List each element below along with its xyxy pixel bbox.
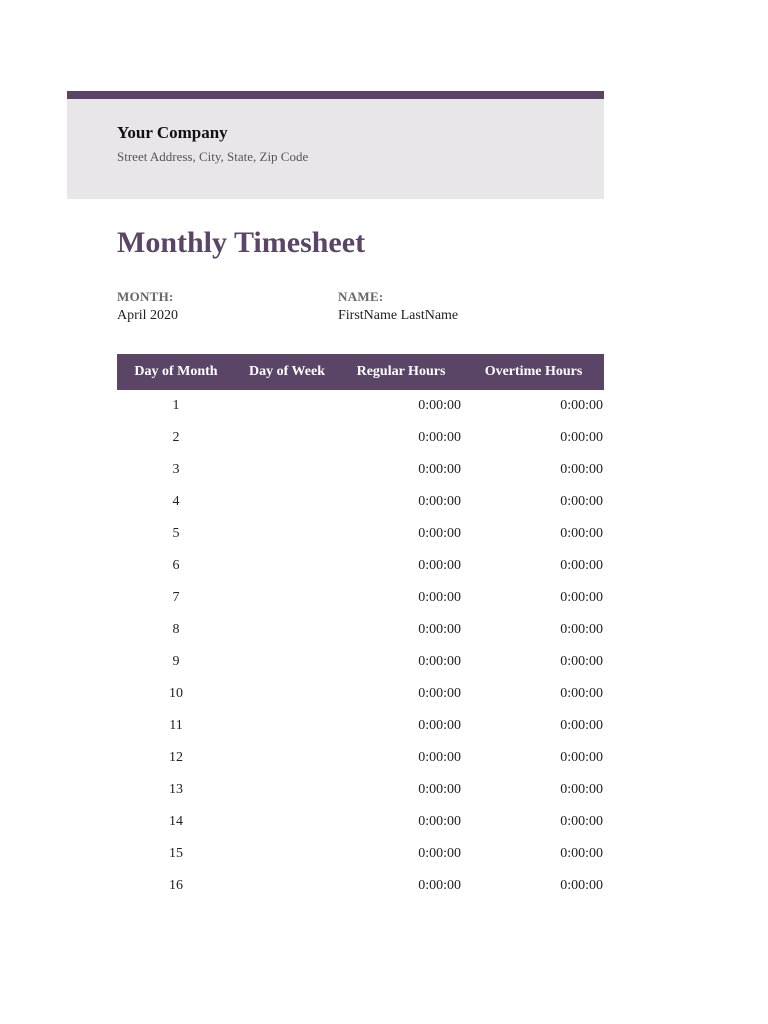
day-of-month-cell: 10 xyxy=(169,686,183,701)
day-of-week-cell xyxy=(235,582,339,614)
day-of-week-cell xyxy=(235,774,339,806)
regular-hours-cell: 0:00:00 xyxy=(418,526,461,541)
overtime-hours-cell: 0:00:00 xyxy=(560,622,603,637)
regular-hours-cell: 0:00:00 xyxy=(418,814,461,829)
company-address: Street Address, City, State, Zip Code xyxy=(117,149,309,164)
page-title: Monthly Timesheet xyxy=(117,226,366,259)
overtime-hours-cell: 0:00:00 xyxy=(560,846,603,861)
day-of-month-cell: 12 xyxy=(169,750,183,765)
table-row xyxy=(117,422,604,454)
overtime-hours-cell: 0:00:00 xyxy=(560,590,603,605)
column-header-regular-hours: Regular Hours xyxy=(339,354,463,390)
regular-hours-cell: 0:00:00 xyxy=(418,750,461,765)
day-of-week-cell xyxy=(235,646,339,678)
company-name: Your Company xyxy=(117,123,228,142)
day-of-month-cell: 6 xyxy=(172,558,180,573)
day-of-week-cell xyxy=(235,806,339,838)
day-of-week-cell xyxy=(235,390,339,422)
day-of-week-cell xyxy=(235,870,339,902)
day-of-month-cell: 4 xyxy=(172,494,180,509)
regular-hours-cell: 0:00:00 xyxy=(418,654,461,669)
day-of-month-cell: 1 xyxy=(172,398,180,413)
table-row xyxy=(117,742,604,774)
day-of-week-cell xyxy=(235,614,339,646)
day-of-month-cell: 9 xyxy=(172,654,180,669)
day-of-week-cell xyxy=(235,838,339,870)
employee-name-label: NAME: xyxy=(338,289,384,304)
regular-hours-cell: 0:00:00 xyxy=(418,398,461,413)
regular-hours-cell: 0:00:00 xyxy=(418,846,461,861)
day-of-month-cell: 5 xyxy=(172,526,180,541)
table-row xyxy=(117,518,604,550)
month-label: MONTH: xyxy=(117,289,174,304)
month-field xyxy=(117,288,178,326)
company-header xyxy=(67,99,604,199)
table-row xyxy=(117,390,604,422)
table-row xyxy=(117,774,604,806)
overtime-hours-cell: 0:00:00 xyxy=(560,878,603,893)
regular-hours-cell: 0:00:00 xyxy=(418,622,461,637)
employee-name-field xyxy=(338,288,458,326)
day-of-month-cell: 3 xyxy=(172,462,180,477)
overtime-hours-cell: 0:00:00 xyxy=(560,526,603,541)
regular-hours-cell: 0:00:00 xyxy=(418,462,461,477)
day-of-week-cell xyxy=(235,678,339,710)
overtime-hours-cell: 0:00:00 xyxy=(560,814,603,829)
regular-hours-cell: 0:00:00 xyxy=(418,718,461,733)
table-row xyxy=(117,710,604,742)
table-row xyxy=(117,838,604,870)
table-row xyxy=(117,454,604,486)
table-row xyxy=(117,614,604,646)
overtime-hours-cell: 0:00:00 xyxy=(560,430,603,445)
table-row xyxy=(117,582,604,614)
table-row xyxy=(117,646,604,678)
employee-name-value: FirstName LastName xyxy=(338,308,459,323)
month-value: April 2020 xyxy=(117,308,179,323)
regular-hours-cell: 0:00:00 xyxy=(418,782,461,797)
column-header-day-of-week: Day of Week xyxy=(235,354,339,390)
regular-hours-cell: 0:00:00 xyxy=(418,686,461,701)
column-header-day-of-month: Day of Month xyxy=(117,354,235,390)
overtime-hours-cell: 0:00:00 xyxy=(560,686,603,701)
day-of-month-cell: 8 xyxy=(172,622,180,637)
day-of-month-cell: 15 xyxy=(169,846,183,861)
table-header-row xyxy=(117,354,604,390)
regular-hours-cell: 0:00:00 xyxy=(418,878,461,893)
day-of-month-cell: 13 xyxy=(169,782,183,797)
day-of-week-cell xyxy=(235,710,339,742)
overtime-hours-cell: 0:00:00 xyxy=(560,398,603,413)
column-header-overtime-hours: Overtime Hours xyxy=(463,354,604,390)
table-row xyxy=(117,550,604,582)
timesheet-table xyxy=(117,354,604,902)
day-of-week-cell xyxy=(235,742,339,774)
table-row xyxy=(117,870,604,902)
day-of-month-cell: 14 xyxy=(169,814,183,829)
overtime-hours-cell: 0:00:00 xyxy=(560,654,603,669)
day-of-week-cell xyxy=(235,454,339,486)
table-row xyxy=(117,486,604,518)
day-of-month-cell: 2 xyxy=(172,430,180,445)
day-of-month-cell: 16 xyxy=(169,878,183,893)
day-of-week-cell xyxy=(235,550,339,582)
overtime-hours-cell: 0:00:00 xyxy=(560,718,603,733)
regular-hours-cell: 0:00:00 xyxy=(418,590,461,605)
regular-hours-cell: 0:00:00 xyxy=(418,430,461,445)
regular-hours-cell: 0:00:00 xyxy=(418,494,461,509)
table-row xyxy=(117,806,604,838)
day-of-week-cell xyxy=(235,518,339,550)
overtime-hours-cell: 0:00:00 xyxy=(560,494,603,509)
overtime-hours-cell: 0:00:00 xyxy=(560,750,603,765)
table-row xyxy=(117,678,604,710)
day-of-week-cell xyxy=(235,422,339,454)
header-accent-bar xyxy=(67,91,604,99)
regular-hours-cell: 0:00:00 xyxy=(418,558,461,573)
overtime-hours-cell: 0:00:00 xyxy=(560,782,603,797)
day-of-week-cell xyxy=(235,486,339,518)
overtime-hours-cell: 0:00:00 xyxy=(560,462,603,477)
table-body xyxy=(117,390,604,902)
overtime-hours-cell: 0:00:00 xyxy=(560,558,603,573)
day-of-month-cell: 7 xyxy=(172,590,180,605)
day-of-month-cell: 11 xyxy=(169,718,183,733)
